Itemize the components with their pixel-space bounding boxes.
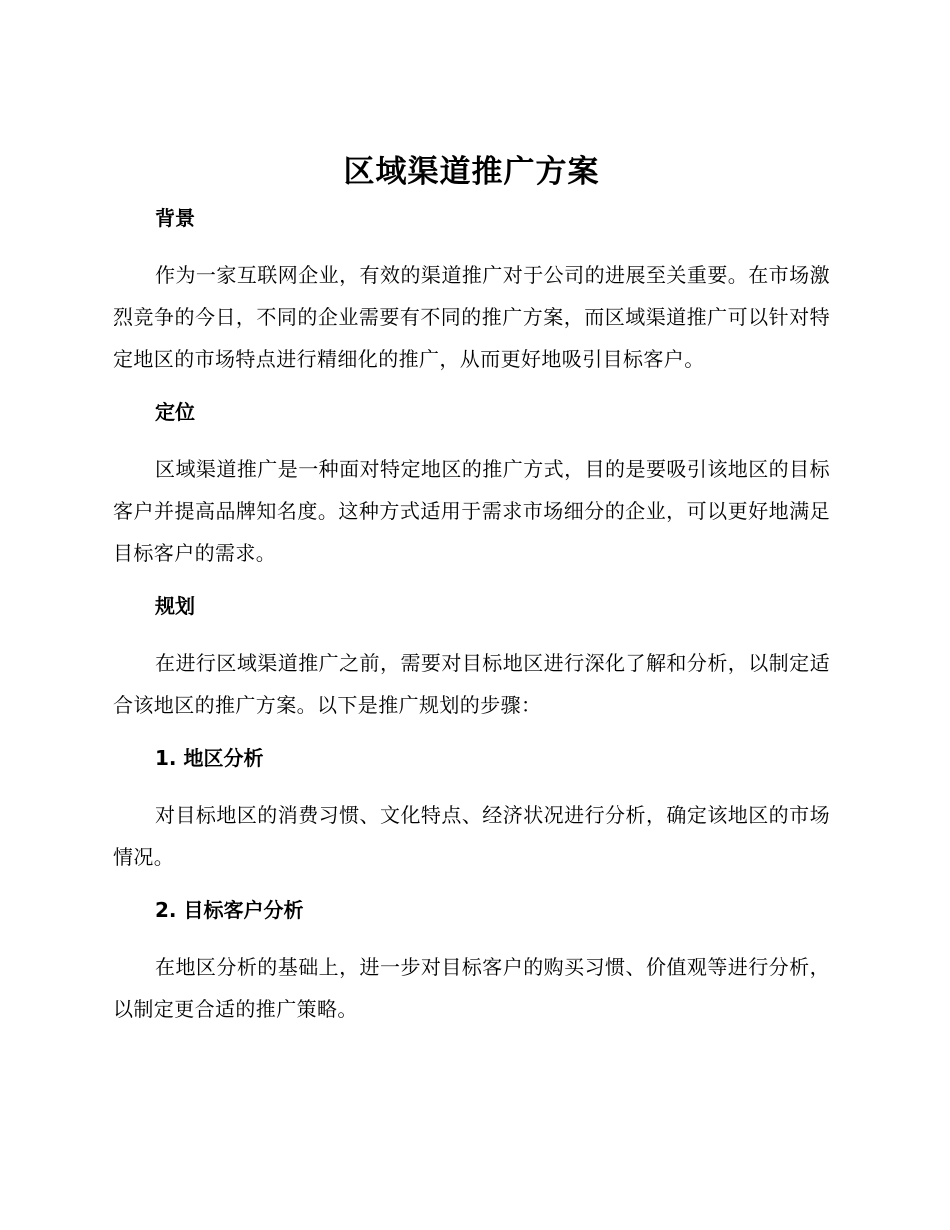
section-heading-planning: 规划	[155, 594, 195, 618]
section-heading-positioning: 定位	[155, 400, 195, 424]
document-page	[113, 152, 830, 1030]
section-paragraph-customer-analysis: 在地区分析的基础上，进一步对目标客户的购买习惯、价值观等进行分析，以制定更合适的推广策略。	[113, 955, 830, 1021]
section-heading-customer-analysis: 2. 目标客户分析	[155, 898, 304, 922]
section-paragraph-positioning: 区域渠道推广是一种面对特定地区的推广方式，目的是要吸引该地区的目标客户并提高品牌知名度。这种方式适用于需求市场细分的企业，可以更好地满足目标客户的需求。	[113, 457, 830, 565]
section-paragraph-region-analysis: 对目标地区的消费习惯、文化特点、经济状况进行分析，确定该地区的市场情况。	[113, 803, 830, 869]
document-title: 区域渠道推广方案	[343, 154, 600, 190]
section-paragraph-planning: 在进行区域渠道推广之前，需要对目标地区进行深化了解和分析，以制定适合该地区的推广方案。以下是推广规划的步骤：	[113, 651, 830, 717]
section-paragraph-background: 作为一家互联网企业，有效的渠道推广对于公司的进展至关重要。在市场激烈竞争的今日，不同的企业需要有不同的推广方案，而区域渠道推广可以针对特定地区的市场特点进行精细化的推广，从而更好地吸引目标客户。	[113, 263, 830, 371]
section-heading-background: 背景	[155, 206, 195, 230]
section-heading-region-analysis: 1. 地区分析	[155, 746, 264, 770]
